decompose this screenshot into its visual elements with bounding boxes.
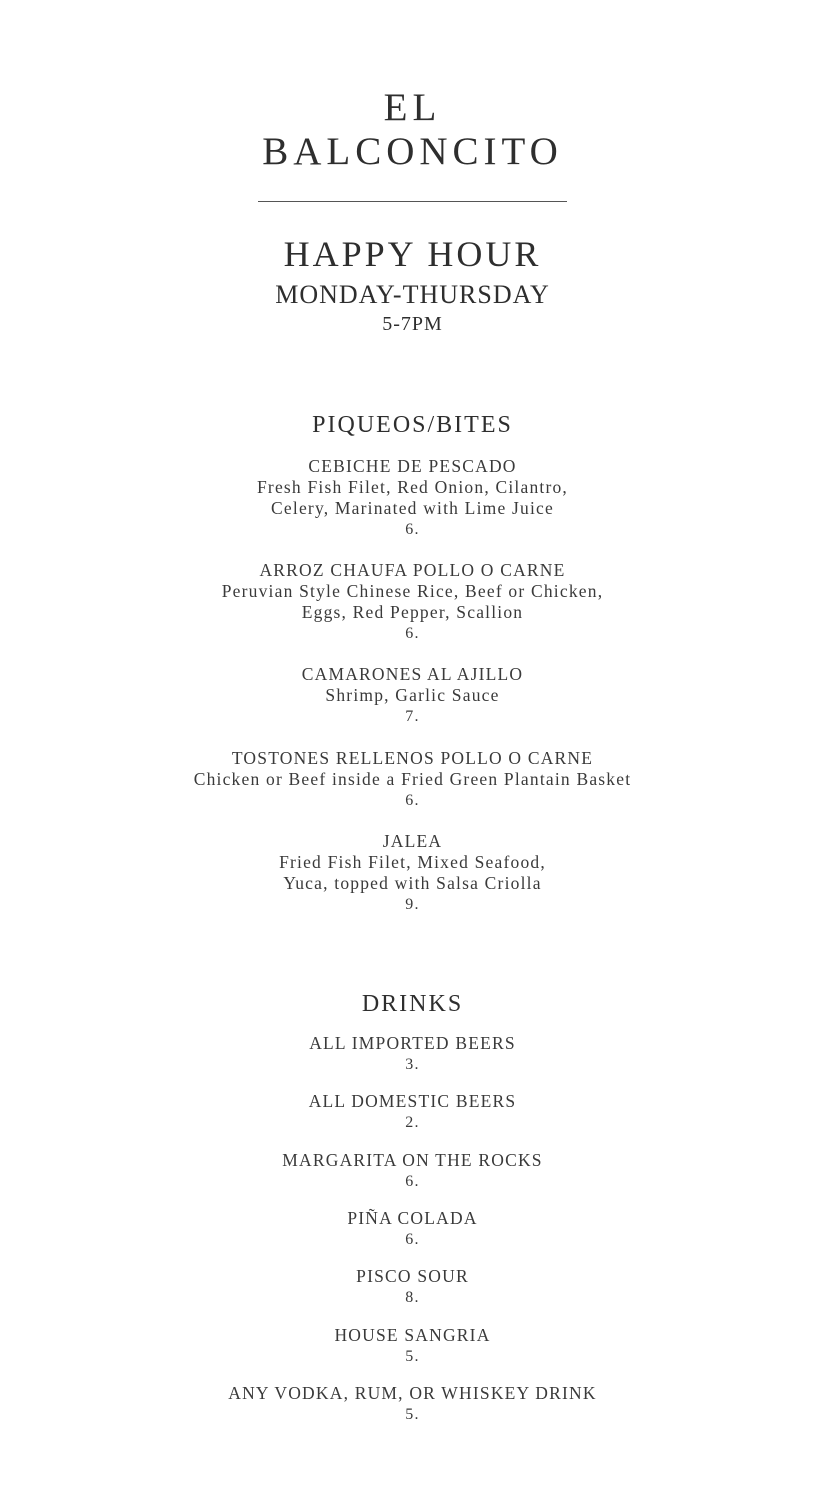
- drink-item-price: 8.: [405, 1289, 420, 1306]
- drink-item-price: 6.: [405, 1173, 420, 1190]
- happy-hour-days: MONDAY-THURSDAY: [275, 280, 550, 309]
- bite-item: [0, 831, 825, 915]
- happy-hour-time: 5-7PM: [382, 313, 443, 335]
- restaurant-name-line-2: BALCONCITO: [262, 130, 563, 173]
- drink-item-price: 2.: [405, 1114, 420, 1131]
- drink-item-price: 6.: [405, 1231, 420, 1248]
- drink-item-name: HOUSE SANGRIA: [334, 1325, 491, 1345]
- drinks-section-title: DRINKS: [361, 991, 464, 1017]
- bite-item: [0, 664, 825, 727]
- happy-hour-title: HAPPY HOUR: [283, 234, 542, 274]
- bite-item-description: Eggs, Red Pepper, Scallion: [301, 602, 524, 622]
- bite-item-description: Peruvian Style Chinese Rice, Beef or Chicken,: [221, 581, 604, 601]
- drink-item-name: ANY VODKA, RUM, OR WHISKEY DRINK: [228, 1383, 597, 1403]
- bite-item: [0, 560, 825, 644]
- drink-item-name: ALL DOMESTIC BEERS: [308, 1091, 517, 1111]
- bite-item-description: Yuca, topped with Salsa Criolla: [283, 873, 542, 893]
- drink-item: [0, 1091, 825, 1133]
- drink-item-name: MARGARITA ON THE ROCKS: [282, 1150, 543, 1170]
- drink-item-name: PISCO SOUR: [356, 1266, 469, 1286]
- drink-item-price: 3.: [405, 1056, 420, 1073]
- drink-item-price: 5.: [405, 1348, 420, 1365]
- bite-item-description: Fried Fish Filet, Mixed Seafood,: [279, 852, 546, 872]
- drink-item: [0, 1033, 825, 1075]
- bite-item-price: 6.: [405, 625, 420, 642]
- bite-item: [0, 748, 825, 811]
- drink-item: [0, 1266, 825, 1308]
- bite-item-description: Celery, Marinated with Lime Juice: [271, 498, 554, 518]
- bites-section-title: PIQUEOS/BITES: [312, 412, 513, 438]
- drink-item: [0, 1383, 825, 1425]
- restaurant-name: [0, 86, 825, 174]
- drink-item-name: PIÑA COLADA: [347, 1208, 478, 1228]
- drink-item-name: ALL IMPORTED BEERS: [309, 1033, 516, 1053]
- bite-item-name: JALEA: [382, 831, 443, 851]
- bite-item-price: 6.: [405, 792, 420, 809]
- bite-item-price: 9.: [405, 896, 420, 913]
- bite-item-description: Chicken or Beef inside a Fried Green Plantain Basket: [193, 769, 632, 789]
- bite-item-description: Shrimp, Garlic Sauce: [325, 685, 500, 705]
- bite-item-price: 6.: [405, 521, 420, 538]
- drink-item: [0, 1208, 825, 1250]
- restaurant-name-line-1: EL: [383, 86, 442, 129]
- bite-item-name: TOSTONES RELLENOS POLLO O CARNE: [231, 748, 594, 768]
- drink-item: [0, 1325, 825, 1367]
- bite-item-name: CAMARONES AL AJILLO: [301, 664, 524, 684]
- bite-item: [0, 456, 825, 540]
- drink-item: [0, 1150, 825, 1192]
- title-divider: [258, 201, 567, 202]
- bite-item-price: 7.: [405, 708, 420, 725]
- bite-item-name: ARROZ CHAUFA POLLO O CARNE: [259, 560, 566, 580]
- bite-item-description: Fresh Fish Filet, Red Onion, Cilantro,: [256, 477, 569, 497]
- bite-item-name: CEBICHE DE PESCADO: [308, 456, 517, 476]
- drink-item-price: 5.: [405, 1406, 420, 1423]
